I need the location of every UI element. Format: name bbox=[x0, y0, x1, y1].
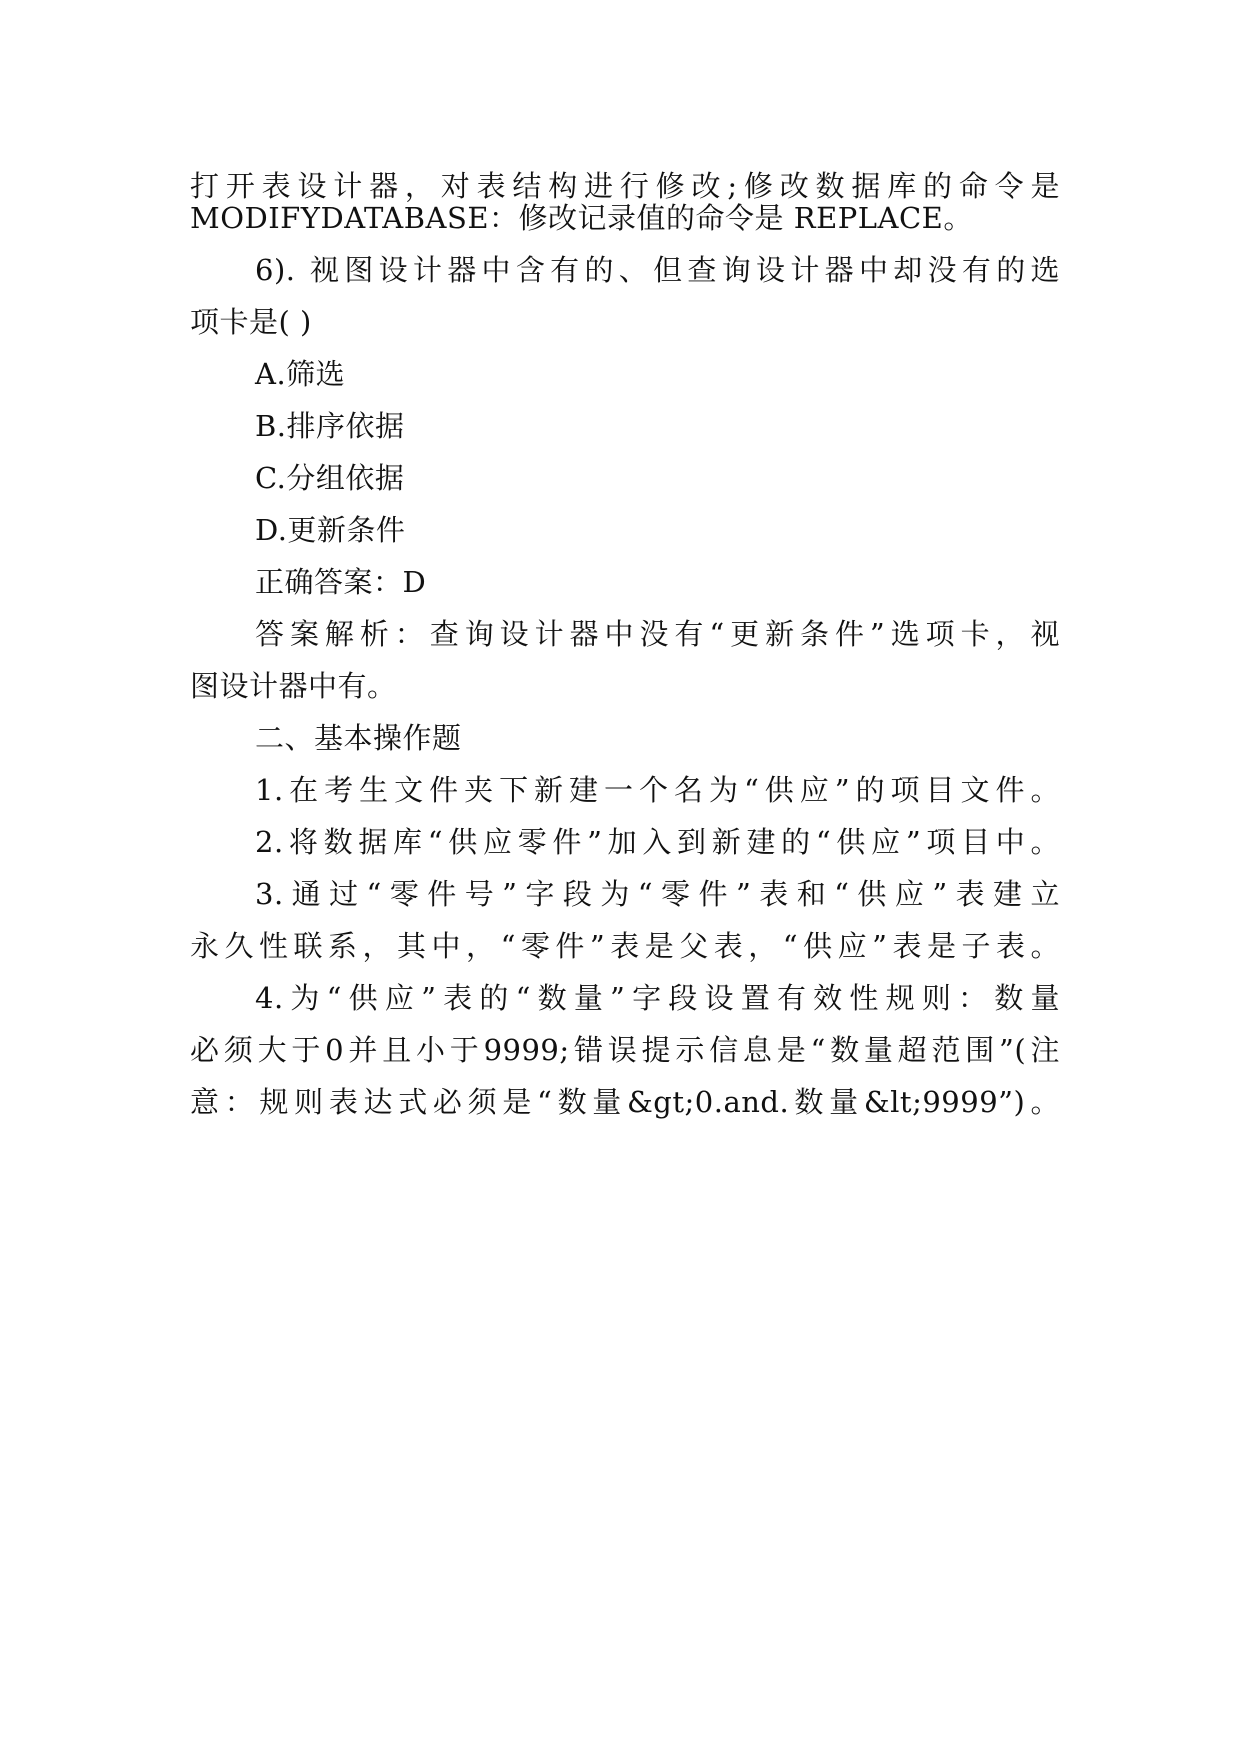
question-stem-cont: 项卡是( ) bbox=[190, 305, 312, 339]
option-d: D.更新条件 bbox=[255, 513, 406, 547]
answer-explanation: 答案解析：查询设计器中没有“更新条件”选项卡，视 bbox=[255, 617, 1060, 651]
text-line: 打开表设计器，对表结构进行修改;修改数据库的命令是 bbox=[190, 169, 1060, 203]
task-2: 2.将数据库“供应零件”加入到新建的“供应”项目中。 bbox=[255, 825, 1060, 859]
task-4: 4.为“供应”表的“数量”字段设置有效性规则：数量 bbox=[255, 981, 1060, 1015]
task-1: 1.在考生文件夹下新建一个名为“供应”的项目文件。 bbox=[255, 773, 1060, 807]
section-heading: 二、基本操作题 bbox=[255, 721, 462, 755]
question-stem: 6). 视图设计器中含有的、但查询设计器中却没有的选 bbox=[255, 253, 1060, 287]
option-b: B.排序依据 bbox=[255, 409, 405, 443]
option-a: A.筛选 bbox=[255, 357, 346, 391]
correct-answer: 正确答案：D bbox=[255, 565, 427, 599]
task-4-cont-2: 意：规则表达式必须是“数量&gt;0.and.数量&lt;9999”)。 bbox=[190, 1085, 1060, 1119]
answer-explanation-cont: 图设计器中有。 bbox=[190, 669, 397, 703]
task-3-cont: 永久性联系，其中，“零件”表是父表，“供应”表是子表。 bbox=[190, 929, 1060, 963]
task-4-cont: 必须大于0并且小于9999;错误提示信息是“数量超范围”(注 bbox=[190, 1033, 1060, 1067]
text-line: MODIFYDATABASE：修改记录值的命令是 REPLACE。 bbox=[190, 201, 973, 235]
option-c: C.分组依据 bbox=[255, 461, 405, 495]
task-3: 3.通过“零件号”字段为“零件”表和“供应”表建立 bbox=[255, 877, 1060, 911]
